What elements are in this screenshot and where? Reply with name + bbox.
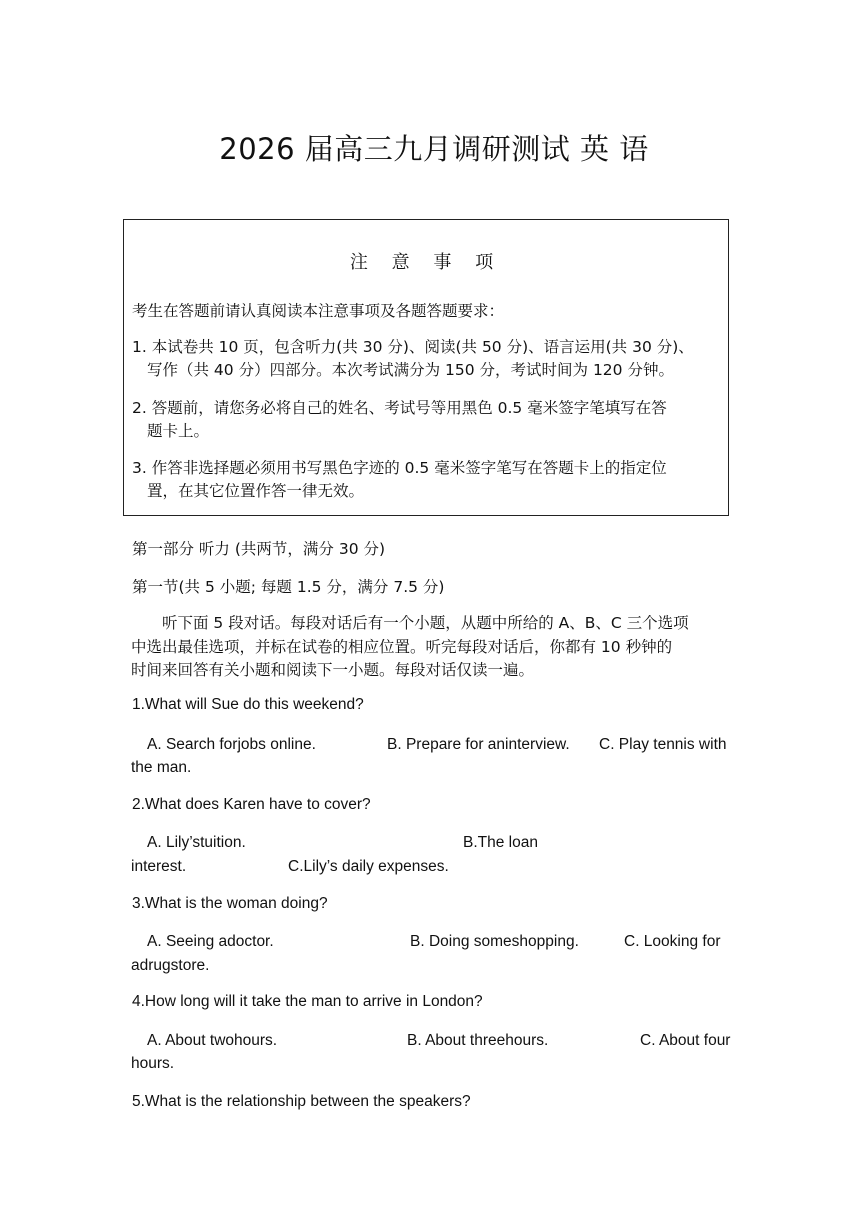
option-b-continued: interest. (131, 858, 187, 875)
notice-item (132, 397, 720, 443)
option-a: A. Seeing adoctor. (147, 933, 274, 950)
notice-item-line2: 写作（共 40 分）四部分。本次考试满分为 150 分，考试时间为 120 分钟。 (147, 361, 674, 379)
option-c: C. Looking for (624, 933, 721, 950)
notice-item-line1: 1. 本试卷共 10 页，包含听力(共 30 分)、阅读(共 50 分)、语言运用(共 30 分)、 (132, 338, 694, 356)
notice-item-line1: 3. 作答非选择题必须用书写黑色字迹的 0.5 毫米签字笔写在答题卡上的指定位 (132, 459, 667, 477)
instructions (131, 612, 737, 683)
instructions-line: 时间来回答有关小题和阅读下一小题。每段对话仅读一遍。 (131, 661, 535, 679)
option-c-continued: adrugstore. (131, 957, 210, 974)
question-stem: 3.What is the woman doing? (132, 895, 328, 912)
option-c: C.Lily’s daily expenses. (288, 858, 449, 875)
notice-item (132, 336, 720, 382)
instructions-line: 中选出最佳选项，并标在试卷的相应位置。听完每段对话后，你都有 10 秒钟的 (131, 637, 673, 656)
option-b: B.The loan (463, 834, 538, 851)
notice-box (123, 219, 729, 516)
instructions-line: 听下面 5 段对话。每段对话后有一个小题，从题中所给的 A、B、C 三个选项 (162, 614, 689, 632)
option-a: A. About twohours. (147, 1032, 278, 1049)
notice-heading: 注 意 事 项 (349, 252, 503, 273)
question-stem: 4.How long will it take the man to arrive in London? (132, 993, 483, 1010)
question-stem: 2.What does Karen have to cover? (132, 796, 371, 813)
notice-item-line1: 2. 答题前，请您务必将自己的姓名、考试号等用黑色 0.5 毫米签字笔填写在答 (132, 399, 667, 417)
option-c-continued: the man. (131, 759, 192, 776)
question-stem: 5.What is the relationship between the speakers? (132, 1093, 471, 1110)
section-heading: 第一节(共 5 小题; 每题 1.5 分，满分 7.5 分) (132, 578, 445, 596)
page-title: 2026 届高三九月调研测试 英 语 (219, 132, 649, 166)
option-c-continued: hours. (131, 1055, 175, 1072)
option-b: B. Doing someshopping. (410, 933, 579, 950)
notice-item (132, 457, 720, 503)
option-c: C. Play tennis with (599, 736, 727, 753)
notice-item-line2: 置，在其它位置作答一律无效。 (147, 482, 365, 500)
question-stem: 1.What will Sue do this weekend? (132, 696, 364, 713)
option-c: C. About four (640, 1032, 731, 1049)
notice-item-line2: 题卡上。 (147, 422, 210, 440)
option-a: A. Lily’stuition. (147, 834, 246, 851)
option-a: A. Search forjobs online. (147, 736, 316, 753)
part-heading: 第一部分 听力 (共两节，满分 30 分) (132, 540, 386, 558)
option-b: B. Prepare for aninterview. (387, 736, 570, 753)
option-b: B. About threehours. (407, 1032, 549, 1049)
notice-intro: 考生在答题前请认真阅读本注意事项及各题答题要求： (132, 302, 505, 320)
